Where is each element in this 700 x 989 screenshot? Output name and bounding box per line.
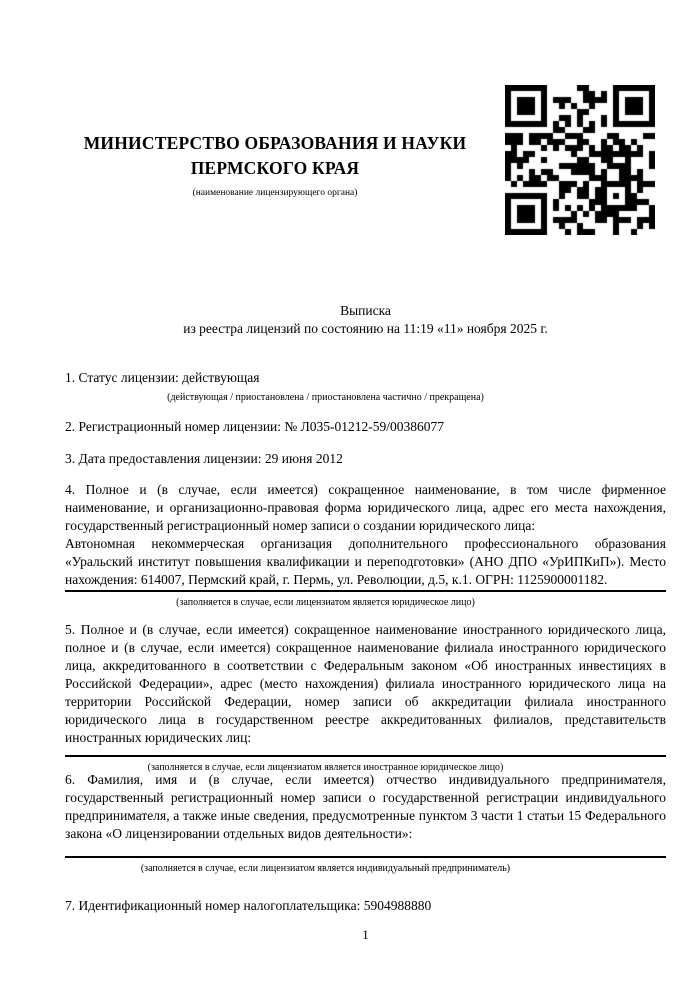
foreign-entity-caption: (заполняется в случае, если лицензиатом является иностранное юридическое лицо) xyxy=(147,762,504,773)
ministry-name-line2: ПЕРМСКОГО КРАЯ xyxy=(190,158,360,178)
section-license-status xyxy=(65,369,666,404)
section-registration-number xyxy=(65,418,666,436)
ministry-caption: (наименование лицензирующего органа) xyxy=(192,188,358,198)
fill-line xyxy=(65,755,666,757)
individual-entrepreneur-prompt: 6. Фамилия, имя и (в случае, если имеется) отчество индивидуального предпринимателя, государственный регистрационный номер записи о государственной регистрации индивидуального предпринимателя, а также иные сведения, предусмотренные пунктом 3 части 1 статьи 15 Федерального закона «О лицензировании отдельных видов деятельности»: xyxy=(65,772,666,841)
license-status-text: 1. Статус лицензии: действующая xyxy=(65,370,260,385)
document-title-line1: Выписка xyxy=(340,303,391,318)
legal-entity-value: Автономная некоммерческая организация дополнительного профессионального образования «Уральский институт повышения квалификации и переподготовки» (АНО ДПО «УрИПКиП»). Место нахождения: 614007, Пермский край, г. Пермь, ул. Революции, д.5, к.1. ОГРН: 1125900001182. xyxy=(65,536,666,587)
legal-entity-prompt: 4. Полное и (в случае, если имеется) сокращенное наименование, в том числе фирменное наименование, и организационно-правовая форма юридического лица, адрес его места нахождения, государственный регистрационный номер записи о создании юридического лица: xyxy=(65,482,666,533)
ministry-name xyxy=(65,131,485,181)
section-individual-entrepreneur xyxy=(65,771,666,875)
section-taxpayer-number xyxy=(65,897,666,915)
document-title-line2: из реестра лицензий по состоянию на 11:19 «11» ноября 2025 г. xyxy=(183,321,548,336)
license-status-caption: (действующая / приостановлена / приостановлена частично / прекращена) xyxy=(167,392,484,403)
registration-number-text: 2. Регистрационный номер лицензии: № Л035-01212-59/00386077 xyxy=(65,419,445,434)
ministry-name-line1: МИНИСТЕРСТВО ОБРАЗОВАНИЯ И НАУКИ xyxy=(83,133,467,153)
fill-line xyxy=(65,590,666,592)
fill-line xyxy=(65,856,666,858)
page-number: 1 xyxy=(362,927,369,942)
qr-code xyxy=(505,85,655,235)
license-date-text: 3. Дата предоставления лицензии: 29 июня 2012 xyxy=(65,451,343,466)
section-foreign-entity xyxy=(65,621,666,774)
legal-entity-caption: (заполняется в случае, если лицензиатом является юридическое лицо) xyxy=(176,597,475,608)
document-title xyxy=(65,302,666,338)
ministry-header xyxy=(65,131,485,199)
section-legal-entity xyxy=(65,481,666,609)
section-license-date xyxy=(65,450,666,468)
foreign-entity-prompt: 5. Полное и (в случае, если имеется) сокращенное наименование иностранного юридического лица, полное и (в случае, если имеется) сокращенное наименование филиала иностранного юридического лица, аккредитованного в соответствии с Федеральным законом «Об иностранных инвестициях в Российской Федерации», адрес (место нахождения) филиала иностранного юридического лица на территории Российской Федерации, номер записи об аккредитации филиала иностранного юридического лица в государственном реестре аккредитованных филиалов, представительств иностранных юридических лиц: xyxy=(65,622,666,745)
taxpayer-number-text: 7. Идентификационный номер налогоплательщика: 5904988880 xyxy=(65,898,432,913)
individual-entrepreneur-caption: (заполняется в случае, если лицензиатом является индивидуальный предприниматель) xyxy=(140,863,511,874)
